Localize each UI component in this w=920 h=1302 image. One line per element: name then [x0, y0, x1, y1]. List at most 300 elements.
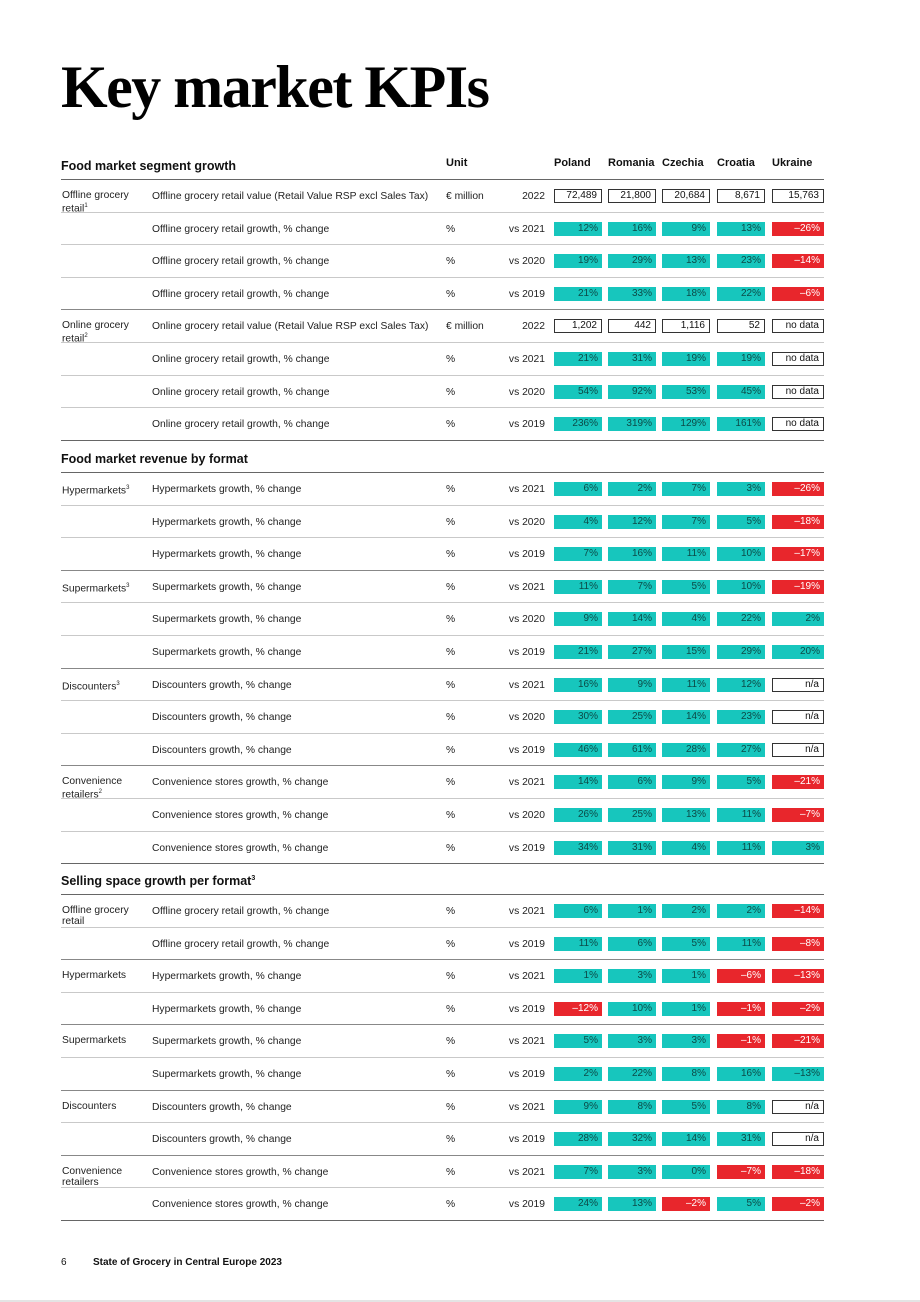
metric-description: Online grocery retail growth, % change: [152, 419, 330, 431]
metric-unit: %: [446, 288, 456, 300]
comparison-period: vs 2019: [508, 646, 545, 658]
row-group-label-text: Convenience retailers: [62, 776, 123, 801]
table-row: [61, 213, 824, 246]
table-row: [61, 1156, 824, 1189]
value-cell-czechia: 4%: [662, 841, 710, 855]
column-header-unit: Unit: [446, 157, 468, 169]
section-title-text: Selling space growth per format: [61, 874, 252, 888]
comparison-period: vs 2021: [508, 777, 545, 789]
comparison-period: vs 2019: [508, 549, 545, 561]
metric-unit: %: [446, 581, 456, 593]
row-group-label: [62, 1101, 148, 1112]
section-title: [61, 452, 248, 466]
value-cell-poland: 28%: [554, 1132, 602, 1146]
table-row: [61, 1025, 824, 1058]
value-cell-romania: 7%: [608, 580, 656, 594]
value-cell-ukraine: –14%: [772, 904, 824, 918]
value-cell-romania: 29%: [608, 254, 656, 268]
value-cell-croatia: 12%: [717, 678, 765, 692]
value-cell-croatia: 5%: [717, 515, 765, 529]
value-cell-romania: 25%: [608, 808, 656, 822]
value-cell-poland: 6%: [554, 904, 602, 918]
row-group-label: [62, 970, 148, 981]
metric-description: Offline grocery retail growth, % change: [152, 288, 330, 300]
table-row: [61, 180, 824, 213]
value-cell-croatia: 23%: [717, 254, 765, 268]
value-cell-romania: 3%: [608, 1034, 656, 1048]
value-cell-poland: 72,489: [554, 189, 602, 203]
value-cell-croatia: 11%: [717, 841, 765, 855]
metric-description: Online grocery retail growth, % change: [152, 386, 330, 398]
value-cell-romania: 1%: [608, 904, 656, 918]
value-cell-croatia: 8%: [717, 1100, 765, 1114]
value-cell-ukraine: –2%: [772, 1002, 824, 1016]
footnote-marker: 2: [98, 789, 102, 796]
row-group-label: [62, 1166, 148, 1188]
table-row: [61, 636, 824, 669]
comparison-period: vs 2021: [508, 223, 545, 235]
value-cell-romania: 319%: [608, 417, 656, 431]
value-cell-czechia: 8%: [662, 1067, 710, 1081]
value-cell-romania: 6%: [608, 775, 656, 789]
section-header: [61, 872, 824, 895]
value-cell-croatia: 22%: [717, 612, 765, 626]
value-cell-romania: 10%: [608, 1002, 656, 1016]
metric-description: Offline grocery retail growth, % change: [152, 256, 330, 268]
column-header-country: Ukraine: [772, 157, 813, 169]
value-cell-croatia: 11%: [717, 937, 765, 951]
section-food-market-segment-growth: [61, 157, 824, 441]
value-cell-ukraine: –13%: [772, 969, 824, 983]
value-cell-ukraine: –21%: [772, 1034, 824, 1048]
metric-unit: %: [446, 516, 456, 528]
comparison-period: vs 2019: [508, 744, 545, 756]
value-cell-croatia: 31%: [717, 1132, 765, 1146]
value-cell-romania: 61%: [608, 743, 656, 757]
value-cell-romania: 12%: [608, 515, 656, 529]
metric-unit: %: [446, 809, 456, 821]
row-group-label-text: Hypermarkets: [62, 970, 127, 982]
value-cell-poland: 4%: [554, 515, 602, 529]
value-cell-croatia: –6%: [717, 969, 765, 983]
metric-description: Convenience stores growth, % change: [152, 777, 329, 789]
comparison-period: vs 2021: [508, 1101, 545, 1113]
row-group-label: [62, 905, 148, 927]
metric-description: Hypermarkets growth, % change: [152, 549, 302, 561]
metric-unit: %: [446, 484, 456, 495]
footnote-marker: 3: [126, 485, 130, 491]
value-cell-poland: 9%: [554, 612, 602, 626]
comparison-period: vs 2019: [508, 1068, 545, 1080]
value-cell-ukraine: –19%: [772, 580, 824, 594]
metric-description: Discounters growth, % change: [152, 712, 292, 724]
comparison-period: vs 2019: [508, 1003, 545, 1015]
metric-unit: %: [446, 744, 456, 756]
comparison-period: vs 2021: [508, 1166, 545, 1178]
value-cell-romania: 92%: [608, 385, 656, 399]
value-cell-croatia: 8,671: [717, 189, 765, 203]
metric-description: Discounters growth, % change: [152, 679, 292, 691]
value-cell-poland: 21%: [554, 645, 602, 659]
metric-unit: %: [446, 614, 456, 626]
value-cell-romania: 32%: [608, 1132, 656, 1146]
value-cell-poland: 26%: [554, 808, 602, 822]
metric-unit: %: [446, 1199, 456, 1211]
page-number: 6: [61, 1257, 67, 1268]
table-row: [61, 343, 824, 376]
metric-description: Supermarkets growth, % change: [152, 581, 302, 593]
table-row: [61, 734, 824, 767]
column-header-country: Croatia: [717, 157, 755, 169]
value-cell-poland: 12%: [554, 222, 602, 236]
table-row: [61, 993, 824, 1026]
metric-unit: %: [446, 646, 456, 658]
value-cell-poland: 1,202: [554, 319, 602, 333]
value-cell-ukraine: n/a: [772, 1132, 824, 1146]
table-row: [61, 1123, 824, 1156]
row-group-label-text: Offline grocery retail: [62, 190, 129, 215]
table-row: [61, 506, 824, 539]
value-cell-czechia: 4%: [662, 612, 710, 626]
section-title: [61, 874, 255, 888]
value-cell-ukraine: no data: [772, 319, 824, 333]
value-cell-romania: 3%: [608, 1165, 656, 1179]
row-group-label-text: Discounters: [62, 1100, 117, 1112]
table-row: [61, 895, 824, 928]
metric-description: Supermarkets growth, % change: [152, 1068, 302, 1080]
metric-unit: € million: [446, 321, 484, 333]
comparison-period: vs 2021: [508, 484, 545, 495]
metric-description: Convenience stores growth, % change: [152, 842, 329, 854]
table-row: [61, 960, 824, 993]
value-cell-czechia: 53%: [662, 385, 710, 399]
metric-unit: %: [446, 1036, 456, 1048]
metric-description: Online grocery retail growth, % change: [152, 353, 330, 365]
metric-unit: %: [446, 1101, 456, 1113]
value-cell-croatia: 13%: [717, 222, 765, 236]
metric-unit: %: [446, 256, 456, 268]
metric-description: Offline grocery retail growth, % change: [152, 906, 330, 917]
metric-description: Discounters growth, % change: [152, 1134, 292, 1146]
value-cell-poland: 21%: [554, 287, 602, 301]
value-cell-romania: 9%: [608, 678, 656, 692]
value-cell-romania: 16%: [608, 547, 656, 561]
metric-unit: %: [446, 777, 456, 789]
comparison-period: vs 2021: [508, 1036, 545, 1048]
column-header-country: Czechia: [662, 157, 704, 169]
comparison-period: vs 2020: [508, 386, 545, 398]
metric-description: Hypermarkets growth, % change: [152, 516, 302, 528]
row-group-label: [62, 679, 148, 692]
value-cell-croatia: –7%: [717, 1165, 765, 1179]
value-cell-ukraine: 15,763: [772, 189, 824, 203]
table-row: [61, 310, 824, 343]
metric-description: Online grocery retail value (Retail Value RSP excl Sales Tax): [152, 321, 429, 333]
metric-unit: %: [446, 1166, 456, 1178]
comparison-period: vs 2021: [508, 679, 545, 691]
row-group-label: [62, 581, 148, 594]
value-cell-czechia: 5%: [662, 580, 710, 594]
value-cell-romania: 16%: [608, 222, 656, 236]
footnote-marker: 2: [84, 333, 88, 340]
table-row: [61, 603, 824, 636]
value-cell-romania: 31%: [608, 841, 656, 855]
value-cell-czechia: 11%: [662, 547, 710, 561]
metric-description: Offline grocery retail growth, % change: [152, 938, 330, 950]
footnote-marker: 3: [116, 680, 120, 687]
value-cell-ukraine: –6%: [772, 287, 824, 301]
value-cell-ukraine: –26%: [772, 482, 824, 496]
value-cell-poland: 16%: [554, 678, 602, 692]
value-cell-poland: 30%: [554, 710, 602, 724]
value-cell-ukraine: –2%: [772, 1197, 824, 1211]
table-row: [61, 1058, 824, 1091]
comparison-period: vs 2019: [508, 419, 545, 431]
value-cell-poland: 1%: [554, 969, 602, 983]
value-cell-ukraine: no data: [772, 352, 824, 366]
value-cell-poland: 7%: [554, 547, 602, 561]
metric-description: Supermarkets growth, % change: [152, 614, 302, 626]
value-cell-croatia: –1%: [717, 1034, 765, 1048]
value-cell-ukraine: no data: [772, 385, 824, 399]
value-cell-ukraine: –14%: [772, 254, 824, 268]
comparison-period: 2022: [522, 191, 545, 202]
value-cell-romania: 3%: [608, 969, 656, 983]
page-title: Key market KPIs: [61, 54, 489, 120]
value-cell-romania: 13%: [608, 1197, 656, 1211]
table-row: [61, 832, 824, 865]
row-group-label-text: Supermarkets: [62, 1035, 127, 1047]
value-cell-ukraine: –7%: [772, 808, 824, 822]
value-cell-croatia: 29%: [717, 645, 765, 659]
value-cell-ukraine: –21%: [772, 775, 824, 789]
value-cell-croatia: 23%: [717, 710, 765, 724]
value-cell-croatia: 10%: [717, 580, 765, 594]
metric-unit: %: [446, 1134, 456, 1146]
value-cell-ukraine: n/a: [772, 1100, 824, 1114]
value-cell-poland: 11%: [554, 580, 602, 594]
value-cell-romania: 2%: [608, 482, 656, 496]
value-cell-romania: 8%: [608, 1100, 656, 1114]
comparison-period: vs 2019: [508, 842, 545, 854]
value-cell-romania: 6%: [608, 937, 656, 951]
value-cell-czechia: 20,684: [662, 189, 710, 203]
metric-unit: %: [446, 938, 456, 950]
value-cell-croatia: 16%: [717, 1067, 765, 1081]
metric-description: Offline grocery retail value (Retail Value RSP excl Sales Tax): [152, 191, 429, 202]
metric-unit: %: [446, 1068, 456, 1080]
section-selling-space-growth: [61, 872, 824, 1221]
value-cell-czechia: 14%: [662, 1132, 710, 1146]
comparison-period: vs 2020: [508, 516, 545, 528]
metric-unit: %: [446, 223, 456, 235]
value-cell-croatia: 2%: [717, 904, 765, 918]
row-group-label-text: Discounters: [62, 680, 117, 692]
table-row: [61, 1188, 824, 1221]
value-cell-czechia: 129%: [662, 417, 710, 431]
value-cell-croatia: –1%: [717, 1002, 765, 1016]
metric-unit: %: [446, 549, 456, 561]
metric-description: Supermarkets growth, % change: [152, 1036, 302, 1048]
table-row: [61, 376, 824, 409]
metric-unit: %: [446, 386, 456, 398]
comparison-period: vs 2021: [508, 906, 545, 917]
value-cell-ukraine: –18%: [772, 1165, 824, 1179]
table-row: [61, 245, 824, 278]
metric-description: Hypermarkets growth, % change: [152, 1003, 302, 1015]
comparison-period: vs 2020: [508, 256, 545, 268]
value-cell-croatia: 5%: [717, 775, 765, 789]
footnote-marker: 3: [251, 874, 256, 882]
value-cell-romania: 27%: [608, 645, 656, 659]
value-cell-ukraine: –26%: [772, 222, 824, 236]
publication-title: State of Grocery in Central Europe 2023: [93, 1257, 282, 1268]
section-title-text: Food market revenue by format: [61, 452, 248, 466]
comparison-period: vs 2019: [508, 1134, 545, 1146]
value-cell-croatia: 45%: [717, 385, 765, 399]
value-cell-ukraine: 2%: [772, 612, 824, 626]
table-row: [61, 766, 824, 799]
section-header: [61, 157, 824, 180]
value-cell-czechia: 1%: [662, 969, 710, 983]
value-cell-czechia: 1,116: [662, 319, 710, 333]
row-group-label-text: Supermarkets: [62, 583, 127, 595]
row-group-label-text: Hypermarkets: [62, 485, 127, 497]
value-cell-romania: 442: [608, 319, 656, 333]
value-cell-czechia: 0%: [662, 1165, 710, 1179]
value-cell-czechia: 3%: [662, 1034, 710, 1048]
value-cell-poland: 34%: [554, 841, 602, 855]
section-header: [61, 450, 824, 473]
comparison-period: vs 2020: [508, 809, 545, 821]
value-cell-croatia: 22%: [717, 287, 765, 301]
value-cell-czechia: 5%: [662, 937, 710, 951]
value-cell-croatia: 27%: [717, 743, 765, 757]
comparison-period: vs 2020: [508, 712, 545, 724]
table-row: [61, 799, 824, 832]
column-header-country: Romania: [608, 157, 655, 169]
table-row: [61, 928, 824, 961]
value-cell-romania: 25%: [608, 710, 656, 724]
value-cell-czechia: 9%: [662, 775, 710, 789]
value-cell-poland: 24%: [554, 1197, 602, 1211]
metric-unit: %: [446, 353, 456, 365]
value-cell-poland: 5%: [554, 1034, 602, 1048]
metric-unit: %: [446, 842, 456, 854]
metric-description: Discounters growth, % change: [152, 1101, 292, 1113]
value-cell-czechia: 9%: [662, 222, 710, 236]
comparison-period: vs 2019: [508, 938, 545, 950]
value-cell-czechia: 1%: [662, 1002, 710, 1016]
value-cell-ukraine: n/a: [772, 743, 824, 757]
comparison-period: 2022: [522, 321, 545, 333]
metric-description: Discounters growth, % change: [152, 744, 292, 756]
section-food-market-revenue-by-format: [61, 450, 824, 864]
value-cell-czechia: 18%: [662, 287, 710, 301]
value-cell-ukraine: 20%: [772, 645, 824, 659]
table-row: [61, 571, 824, 604]
value-cell-poland: 54%: [554, 385, 602, 399]
value-cell-ukraine: –18%: [772, 515, 824, 529]
table-row: [61, 278, 824, 311]
row-group-label: [62, 483, 148, 496]
table-row: [61, 669, 824, 702]
value-cell-czechia: 13%: [662, 808, 710, 822]
metric-unit: %: [446, 712, 456, 724]
footnote-marker: 3: [126, 582, 130, 589]
row-group-label-text: Offline grocery retail: [62, 905, 129, 927]
value-cell-czechia: –2%: [662, 1197, 710, 1211]
value-cell-czechia: 5%: [662, 1100, 710, 1114]
comparison-period: vs 2021: [508, 353, 545, 365]
value-cell-poland: 9%: [554, 1100, 602, 1114]
footnote-marker: 1: [84, 203, 88, 209]
metric-description: Offline grocery retail growth, % change: [152, 223, 330, 235]
value-cell-ukraine: –13%: [772, 1067, 824, 1081]
value-cell-poland: –12%: [554, 1002, 602, 1016]
metric-description: Convenience stores growth, % change: [152, 1166, 329, 1178]
row-group-label: [62, 320, 148, 344]
comparison-period: vs 2021: [508, 971, 545, 983]
metric-description: Hypermarkets growth, % change: [152, 971, 302, 983]
row-group-label-text: Online grocery retail: [62, 320, 129, 345]
value-cell-poland: 2%: [554, 1067, 602, 1081]
value-cell-ukraine: 3%: [772, 841, 824, 855]
value-cell-ukraine: n/a: [772, 710, 824, 724]
row-group-label: [62, 776, 148, 800]
comparison-period: vs 2019: [508, 1199, 545, 1211]
metric-unit: %: [446, 679, 456, 691]
metric-unit: € million: [446, 191, 484, 202]
value-cell-poland: 236%: [554, 417, 602, 431]
value-cell-czechia: 13%: [662, 254, 710, 268]
value-cell-poland: 46%: [554, 743, 602, 757]
row-group-label: [62, 190, 148, 214]
value-cell-croatia: 5%: [717, 1197, 765, 1211]
value-cell-croatia: 19%: [717, 352, 765, 366]
metric-description: Hypermarkets growth, % change: [152, 484, 302, 495]
section-title: [61, 159, 236, 173]
value-cell-romania: 21,800: [608, 189, 656, 203]
value-cell-czechia: 7%: [662, 515, 710, 529]
value-cell-romania: 31%: [608, 352, 656, 366]
value-cell-poland: 11%: [554, 937, 602, 951]
value-cell-poland: 21%: [554, 352, 602, 366]
value-cell-ukraine: –17%: [772, 547, 824, 561]
metric-unit: %: [446, 1003, 456, 1015]
table-row: [61, 701, 824, 734]
comparison-period: vs 2019: [508, 288, 545, 300]
table-row: [61, 538, 824, 571]
value-cell-croatia: 52: [717, 319, 765, 333]
value-cell-poland: 6%: [554, 482, 602, 496]
table-row: [61, 408, 824, 441]
value-cell-croatia: 11%: [717, 808, 765, 822]
metric-description: Supermarkets growth, % change: [152, 646, 302, 658]
value-cell-czechia: 7%: [662, 482, 710, 496]
table-row: [61, 1091, 824, 1124]
table-row: [61, 473, 824, 506]
value-cell-poland: 7%: [554, 1165, 602, 1179]
value-cell-croatia: 161%: [717, 417, 765, 431]
value-cell-romania: 33%: [608, 287, 656, 301]
value-cell-poland: 14%: [554, 775, 602, 789]
value-cell-czechia: 19%: [662, 352, 710, 366]
row-group-label: [62, 1035, 148, 1046]
section-title-text: Food market segment growth: [61, 159, 237, 173]
metric-description: Convenience stores growth, % change: [152, 809, 329, 821]
metric-unit: %: [446, 419, 456, 431]
